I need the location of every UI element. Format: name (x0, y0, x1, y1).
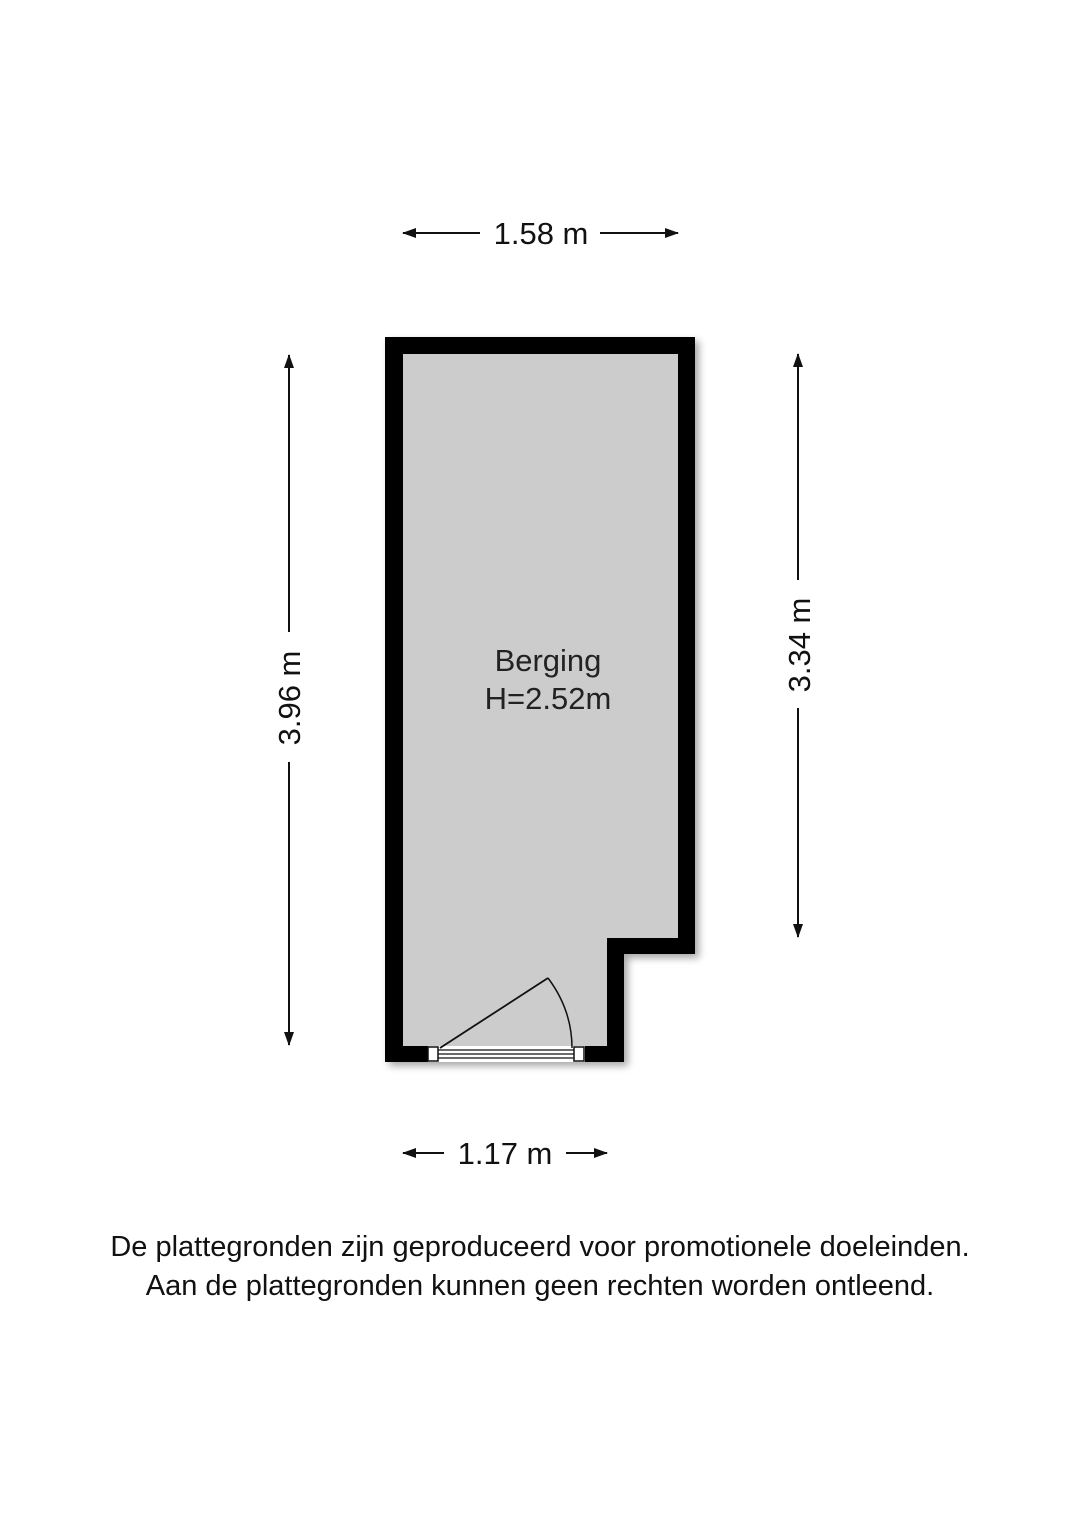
dimension-right (782, 354, 817, 937)
dimension-left-label: 3.96 m (272, 650, 307, 746)
door-jamb-left (428, 1047, 438, 1061)
disclaimer (0, 1228, 1080, 1306)
dimension-top (403, 216, 678, 251)
disclaimer-line-2: Aan de plattegronden kunnen geen rechten worden ontleend. (145, 1270, 935, 1302)
dimension-bottom-label: 1.17 m (457, 1136, 553, 1171)
disclaimer-line-1: De plattegronden zijn geproduceerd voor promotionele doeleinden. (110, 1231, 970, 1263)
dimension-right-label: 3.34 m (782, 597, 817, 693)
door-jamb-right (574, 1047, 584, 1061)
room-height: H=2.52m (484, 681, 612, 716)
dimension-bottom (403, 1136, 607, 1171)
dimension-left (272, 355, 307, 1045)
dimension-top-label: 1.58 m (493, 216, 589, 251)
room-name: Berging (494, 643, 602, 678)
